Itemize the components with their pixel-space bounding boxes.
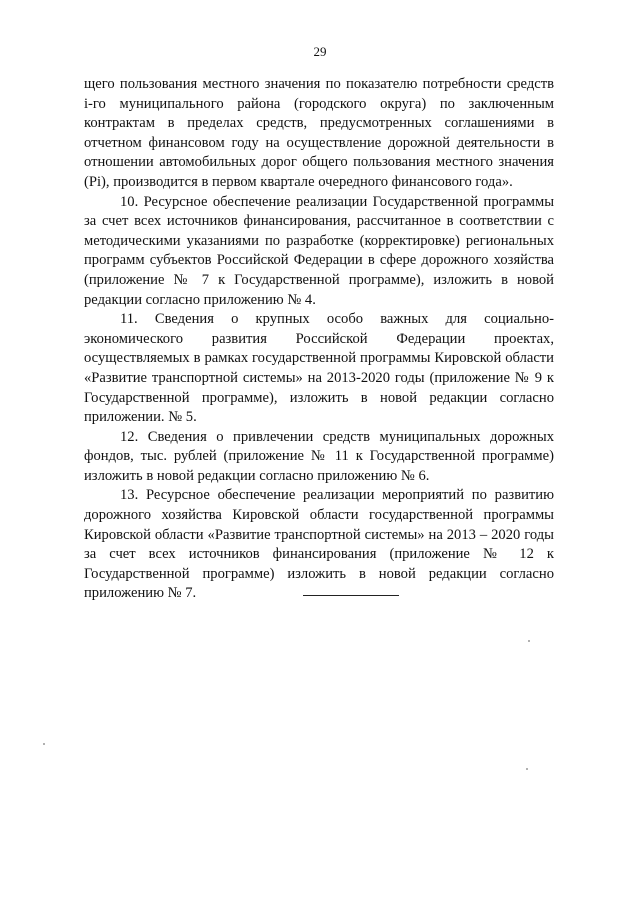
scan-speck	[526, 768, 528, 770]
page-number: 29	[313, 44, 327, 59]
scan-speck	[43, 743, 45, 745]
paragraph-item-11: 11. Сведения о крупных особо важных для социально-экономического развития Российской Федерации проектах, осуществляемых в рамках государственной программы Кировской области «Развитие транспортной системы» на 2013-2020 годы (приложение № 9 к Государственной программе), изложить в новой редакции согласно приложении. № 5.	[84, 311, 554, 426]
paragraph-item-10: 10. Ресурсное обеспечение реализации Государственной программы за счет всех источников финансирования, рассчитанное в соответствии с методическими указаниями по разработке (корректировке) региональных программ субъектов Российской Федерации в сфере дорожного хозяйства (приложение № 7 к Государственной программе), изложить в новой редакции согласно приложению № 4.	[84, 193, 554, 308]
paragraph-item-12: 12. Сведения о привлечении средств муниципальных дорожных фондов, тыс. рублей (приложение № 11 к Государственной программе) изложить в новой редакции согласно приложению № 6.	[84, 428, 554, 484]
scan-speck	[528, 640, 530, 642]
closing-rule	[303, 595, 399, 596]
paragraph-continuation: щего пользования местного значения по показателю потребности средств i-го муниципального района (городского округа) по заключенным контрактам в пределах средств, предусмотренных соглашениями в отчетном финансовом году на осуществление дорожной деятельности в отношении автомобильных дорог общего пользования местного значения (Pi), производится в первом квартале очередного финансового года».	[84, 76, 554, 190]
document-body	[84, 75, 554, 604]
paragraph-item-13: 13. Ресурсное обеспечение реализации мероприятий по развитию дорожного хозяйства Кировской области государственной программы Кировской области «Развитие транспортной системы» на 2013 – 2020 годы за счет всех источников финансирования (приложение № 12 к Государственной программе) изложить в новой редакции согласно приложению № 7.	[84, 487, 554, 602]
